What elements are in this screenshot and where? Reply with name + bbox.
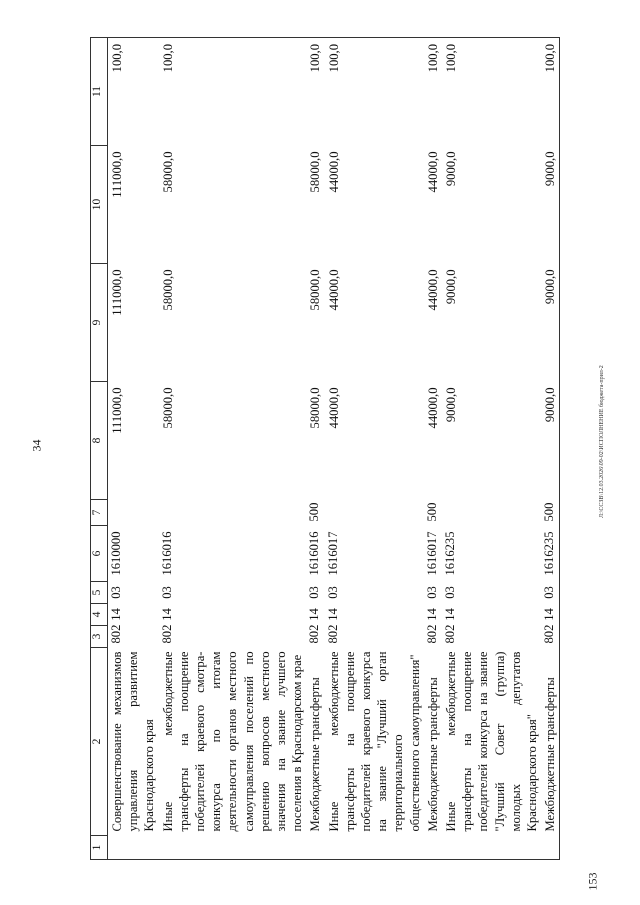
cell-pr: 03 — [307, 586, 322, 599]
cell-col9: 9000,0 — [541, 264, 560, 382]
table-row — [108, 38, 159, 860]
cell-pr: 03 — [443, 586, 458, 599]
cell-name: Межбюджетные трансферты — [425, 677, 440, 832]
cell-rz: 14 — [541, 604, 560, 626]
cell-col11: 100,0 — [159, 38, 307, 146]
col-header-2: 2 — [91, 648, 108, 836]
cell-name: Межбюджетные трансферты — [308, 677, 323, 832]
cell-col9: 58000,0 — [160, 269, 175, 311]
cell-col11: 100,0 — [108, 38, 159, 146]
cell-ved: 802 — [159, 624, 174, 644]
col-header-11: 11 — [91, 38, 108, 146]
table-row — [424, 38, 442, 860]
col-header-5: 5 — [91, 582, 108, 604]
cell-num — [541, 836, 560, 860]
cell-col8: 44000,0 — [425, 387, 440, 429]
cell-col10: 44000,0 — [425, 151, 440, 193]
cell-name: Иные межбюджетные трансферты на поощрение победителей краевого конкурса на звание "Лучший орган территориального общественного самоуправления" — [326, 651, 422, 832]
cell-vr — [325, 500, 424, 526]
cell-name: Иные межбюджетные трансферты на поощрение победителей краевого смотра-конкурса по итогам деятельности органов местного самоуправления поселений по решению вопросов местного значения на звание лучшего поселения в Краснодарском крае — [160, 651, 305, 832]
cell-col8: 58000,0 — [308, 387, 323, 429]
cell-csr: 1610000 — [109, 531, 123, 576]
table-row — [306, 38, 324, 860]
budget-table-sheet — [90, 40, 585, 860]
col-header-8: 8 — [91, 382, 108, 500]
cell-ved: 802 — [109, 624, 123, 644]
cell-name: Иные межбюджетные трансферты на поощрение победителей конкурса на звание "Лучший Совет (группа) молодых депутатов Краснодарского края" — [444, 651, 540, 832]
cell-col9: 44000,0 — [326, 269, 341, 311]
cell-col8: 111000,0 — [110, 387, 124, 434]
page-number: 34 — [29, 439, 44, 452]
cell-num — [325, 836, 424, 860]
cell-col8: 58000,0 — [160, 387, 175, 429]
col-header-6: 6 — [91, 526, 108, 582]
cell-col11: 100,0 — [325, 38, 424, 146]
cell-col11: 100,0 — [541, 38, 560, 146]
cell-ved: 802 — [541, 626, 560, 648]
footer-file-path-text: Л:\ССЗВ\12.03.2026\09-02\ИСПОЛНЕНИЕ бюджета-прил-2 — [599, 365, 605, 518]
cell-pr: 03 — [424, 586, 439, 599]
col-header-9: 9 — [91, 264, 108, 382]
cell-vr: 500 — [541, 500, 560, 526]
cell-rz: 14 — [159, 608, 174, 621]
cell-col11: 100,0 — [424, 38, 442, 146]
cell-col10: 111000,0 — [110, 151, 124, 198]
cell-rz: 14 — [109, 608, 123, 621]
cell-ved: 802 — [307, 624, 322, 644]
cell-col8: 9000,0 — [444, 387, 459, 423]
cell-name: Совершенствование механизмов управления развитием Краснодарского края — [110, 651, 157, 832]
cell-name: Межбюджетные трансферты — [541, 648, 560, 836]
cell-num — [108, 836, 159, 860]
cell-col8: 9000,0 — [541, 382, 560, 500]
cell-rz: 14 — [443, 608, 458, 621]
cell-col9: 111000,0 — [110, 269, 124, 316]
cell-csr: 1616016 — [159, 531, 174, 576]
cell-num — [306, 836, 324, 860]
cell-col11: 100,0 — [442, 38, 541, 146]
cell-vr — [159, 500, 307, 526]
cell-csr: 1616016 — [307, 531, 322, 576]
cell-csr: 1616235 — [443, 531, 458, 576]
table-row — [541, 38, 560, 860]
footer-file-path — [599, 38, 609, 538]
budget-table — [90, 37, 560, 860]
cell-pr: 03 — [325, 586, 340, 599]
cell-pr: 03 — [541, 582, 560, 604]
cell-ved: 802 — [325, 624, 340, 644]
cell-ved: 802 — [424, 624, 439, 644]
col-header-10: 10 — [91, 146, 108, 264]
header-row — [91, 38, 108, 860]
cell-rz: 14 — [325, 608, 340, 621]
cell-col11: 100,0 — [306, 38, 324, 146]
table-row — [442, 38, 541, 860]
cell-rz: 14 — [424, 608, 439, 621]
cell-vr — [442, 500, 541, 526]
cell-col9: 9000,0 — [444, 269, 459, 305]
cell-vr: 500 — [307, 502, 322, 522]
cell-ved: 802 — [443, 624, 458, 644]
cell-col9: 58000,0 — [308, 269, 323, 311]
cell-num — [159, 836, 307, 860]
cell-vr: 500 — [424, 502, 439, 522]
cell-csr: 1616017 — [424, 531, 439, 576]
col-header-1: 1 — [91, 836, 108, 860]
table-row — [325, 38, 424, 860]
table-row — [159, 38, 307, 860]
cell-pr: 03 — [109, 586, 123, 599]
cell-num — [424, 836, 442, 860]
cell-num — [442, 836, 541, 860]
cell-pr: 03 — [159, 586, 174, 599]
cell-rz: 14 — [307, 608, 322, 621]
cell-csr: 1616235 — [541, 526, 560, 582]
margin-page-number: 153 — [585, 872, 600, 891]
cell-col10: 58000,0 — [308, 151, 323, 193]
cell-csr: 1616017 — [325, 531, 340, 576]
cell-col9: 44000,0 — [425, 269, 440, 311]
col-header-4: 4 — [91, 604, 108, 626]
cell-vr — [108, 500, 159, 526]
col-header-7: 7 — [91, 500, 108, 526]
cell-col10: 44000,0 — [326, 151, 341, 193]
cell-col10: 9000,0 — [541, 146, 560, 264]
cell-col10: 9000,0 — [444, 151, 459, 187]
col-header-3: 3 — [91, 626, 108, 648]
cell-col10: 58000,0 — [160, 151, 175, 193]
cell-col8: 44000,0 — [326, 387, 341, 429]
